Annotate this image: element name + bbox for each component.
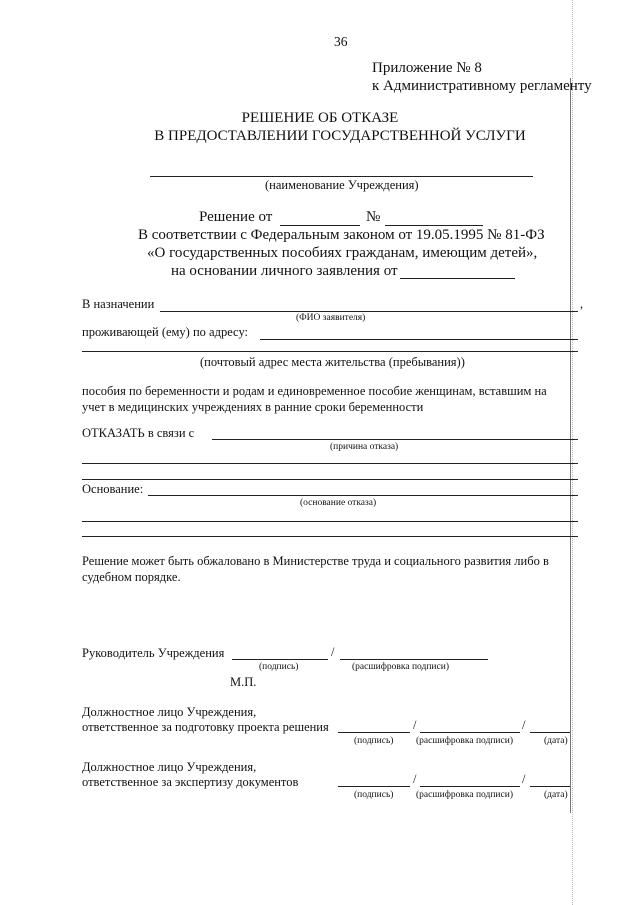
institution-caption: (наименование Учреждения): [265, 178, 419, 192]
address-field-line-1[interactable]: [260, 339, 578, 340]
basis-field-2[interactable]: [82, 521, 578, 522]
fio-caption: (ФИО заявителя): [296, 313, 366, 323]
official1-line-2: ответственное за подготовку проекта решения: [82, 720, 329, 734]
official1-slash-2: /: [522, 718, 526, 732]
address-caption: (почтовый адрес места жительства (пребывания)): [200, 355, 465, 369]
official1-slash-1: /: [413, 718, 417, 732]
application-date-field[interactable]: [400, 278, 515, 279]
address-field-line-2[interactable]: [82, 351, 578, 352]
head-sign-caption: (подпись): [259, 662, 299, 672]
official2-line-1: Должностное лицо Учреждения,: [82, 760, 257, 774]
scan-vertical-rule: [570, 78, 571, 813]
official1-decode-field[interactable]: [420, 732, 520, 733]
refuse-label: ОТКАЗАТЬ в связи с: [82, 426, 195, 440]
official1-sign-caption: (подпись): [354, 736, 394, 746]
document-title-line-2: В ПРЕДОСТАВЛЕНИИ ГОСУДАРСТВЕННОЙ УСЛУГИ: [154, 128, 526, 144]
institution-name-line[interactable]: [150, 176, 533, 177]
decision-from-label: Решение от: [199, 209, 273, 225]
document-title-line-1: РЕШЕНИЕ ОБ ОТКАЗЕ: [241, 110, 399, 126]
applicant-fio-field[interactable]: [160, 311, 578, 312]
law-reference-line-2: «О государственных пособиях гражданам, имеющим детей»,: [147, 245, 538, 261]
refuse-reason-field-2[interactable]: [82, 463, 578, 464]
page-number: 36: [334, 34, 348, 49]
basis-field-1[interactable]: [148, 495, 578, 496]
head-decode-caption: (расшифровка подписи): [352, 662, 449, 672]
official2-date-field[interactable]: [530, 786, 570, 787]
official2-slash-2: /: [522, 772, 526, 786]
refuse-reason-field-1[interactable]: [212, 439, 578, 440]
appeal-text-line-1: Решение может быть обжаловано в Министерстве труда и социального развития либо в: [82, 554, 549, 568]
official1-line-1: Должностное лицо Учреждения,: [82, 705, 257, 719]
official1-date-caption: (дата): [544, 736, 568, 746]
official2-decode-caption: (расшифровка подписи): [416, 790, 513, 800]
basis-caption: (основание отказа): [300, 498, 377, 508]
head-signature-field[interactable]: [232, 659, 328, 660]
head-slash: /: [331, 645, 335, 659]
official1-date-field[interactable]: [530, 732, 570, 733]
application-from-label: на основании личного заявления от: [171, 263, 398, 279]
address-label: проживающей (ему) по адресу:: [82, 325, 248, 339]
official1-decode-caption: (расшифровка подписи): [416, 736, 513, 746]
refuse-reason-caption: (причина отказа): [330, 442, 399, 452]
decision-number-field[interactable]: [385, 225, 483, 226]
decision-number-label: №: [366, 209, 381, 225]
official2-line-2: ответственное за экспертизу документов: [82, 775, 299, 789]
benefit-text-line-1: пособия по беременности и родам и единовременное пособие женщинам, вставшим на: [82, 384, 547, 398]
official2-decode-field[interactable]: [420, 786, 520, 787]
official2-date-caption: (дата): [544, 790, 568, 800]
basis-field-3[interactable]: [82, 536, 578, 537]
head-decode-field[interactable]: [340, 659, 488, 660]
refuse-reason-field-3[interactable]: [82, 479, 578, 480]
head-label: Руководитель Учреждения: [82, 646, 225, 660]
benefit-text-line-2: учет в медицинских учреждениях в ранние сроки беременности: [82, 400, 424, 414]
assign-label: В назначении: [82, 297, 155, 311]
law-reference-line-1: В соответствии с Федеральным законом от 19.05.1995 № 81-ФЗ: [138, 227, 545, 243]
trailing-comma: ,: [580, 297, 584, 311]
decision-date-field[interactable]: [280, 225, 360, 226]
appeal-text-line-2: судебном порядке.: [82, 570, 181, 584]
official2-slash-1: /: [413, 772, 417, 786]
stamp-place: М.П.: [230, 675, 257, 689]
official2-signature-field[interactable]: [338, 786, 410, 787]
basis-label: Основание:: [82, 482, 144, 496]
appendix-line-2: к Административному регламенту: [372, 78, 592, 94]
official1-signature-field[interactable]: [338, 732, 410, 733]
official2-sign-caption: (подпись): [354, 790, 394, 800]
appendix-line-1: Приложение № 8: [372, 60, 482, 76]
